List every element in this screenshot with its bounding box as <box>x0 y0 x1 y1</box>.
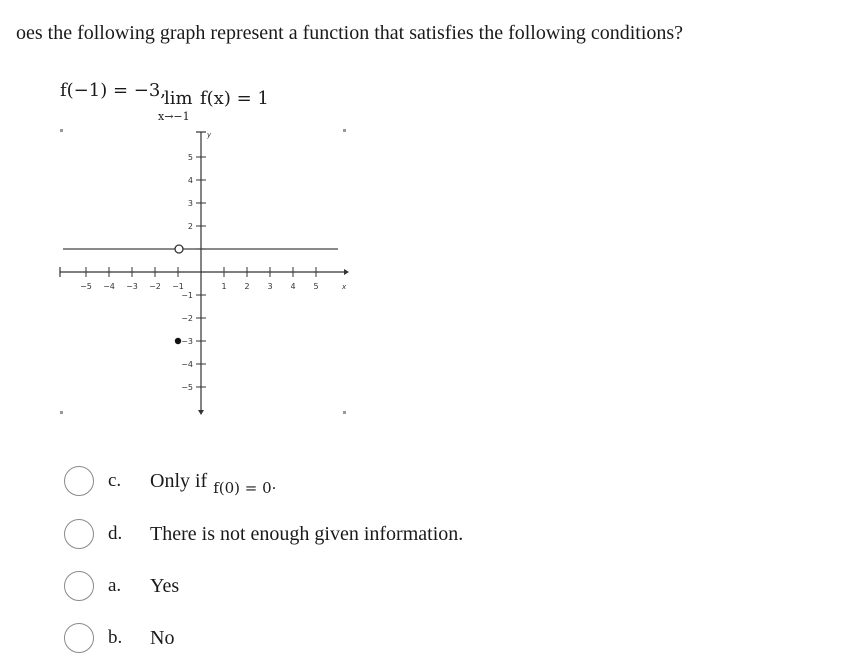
radio-button-c[interactable] <box>64 466 94 496</box>
x-tick-label: −3 <box>126 282 138 291</box>
x-tick-label: 2 <box>244 282 250 291</box>
limit-word: lim <box>164 88 193 109</box>
limit-subscript: x→−1 <box>158 110 190 123</box>
x-tick-label: 3 <box>267 282 273 291</box>
x-axis-arrow <box>344 269 349 275</box>
open-point <box>175 245 183 253</box>
question-text: oes the following graph represent a function that satisfies the following conditions? <box>16 22 684 44</box>
option-a-letter: a. <box>108 575 122 596</box>
y-tick-label: 4 <box>187 176 193 185</box>
option-d-text: There is not enough given information. <box>150 523 464 545</box>
closed-point <box>175 338 181 344</box>
option-d-letter: d. <box>108 523 123 544</box>
x-axis-label: x <box>342 283 347 291</box>
y-tick-label: 2 <box>187 222 193 231</box>
corner-marker <box>60 411 63 414</box>
option-a-text: Yes <box>150 575 180 597</box>
corner-marker <box>343 411 346 414</box>
condition-f-value: f(−1) = −3, <box>60 80 167 101</box>
option-c-letter: c. <box>108 470 122 491</box>
x-tick-label: 4 <box>290 282 296 291</box>
y-axis-arrow <box>198 410 204 415</box>
y-tick-label: −3 <box>181 337 193 346</box>
x-tick-label: −1 <box>172 282 184 291</box>
y-tick-label: −1 <box>181 291 193 300</box>
y-tick-label: 3 <box>187 199 193 208</box>
y-tick-label: 5 <box>187 153 193 162</box>
y-axis-label: y <box>207 131 212 139</box>
x-tick-label: 5 <box>313 282 319 291</box>
x-tick-label: −4 <box>103 282 115 291</box>
x-tick-label: −2 <box>149 282 161 291</box>
limit-expression: f(x) = 1 <box>200 88 269 109</box>
radio-button-a[interactable] <box>64 571 94 601</box>
option-b-text: No <box>150 627 175 649</box>
radio-button-d[interactable] <box>64 519 94 549</box>
option-b-letter: b. <box>108 627 123 648</box>
x-tick-label: −5 <box>80 282 92 291</box>
option-c-math: f(0) = 0· <box>213 479 277 497</box>
radio-button-b[interactable] <box>64 623 94 653</box>
x-tick-label: 1 <box>221 282 227 291</box>
corner-marker <box>60 129 63 132</box>
corner-marker <box>343 129 346 132</box>
y-tick-label: −5 <box>181 383 193 392</box>
y-tick-label: −4 <box>181 360 193 369</box>
option-c-text: Only if $_{f(0) = 0\cdot}$ <box>150 470 277 497</box>
y-tick-label: −2 <box>181 314 193 323</box>
